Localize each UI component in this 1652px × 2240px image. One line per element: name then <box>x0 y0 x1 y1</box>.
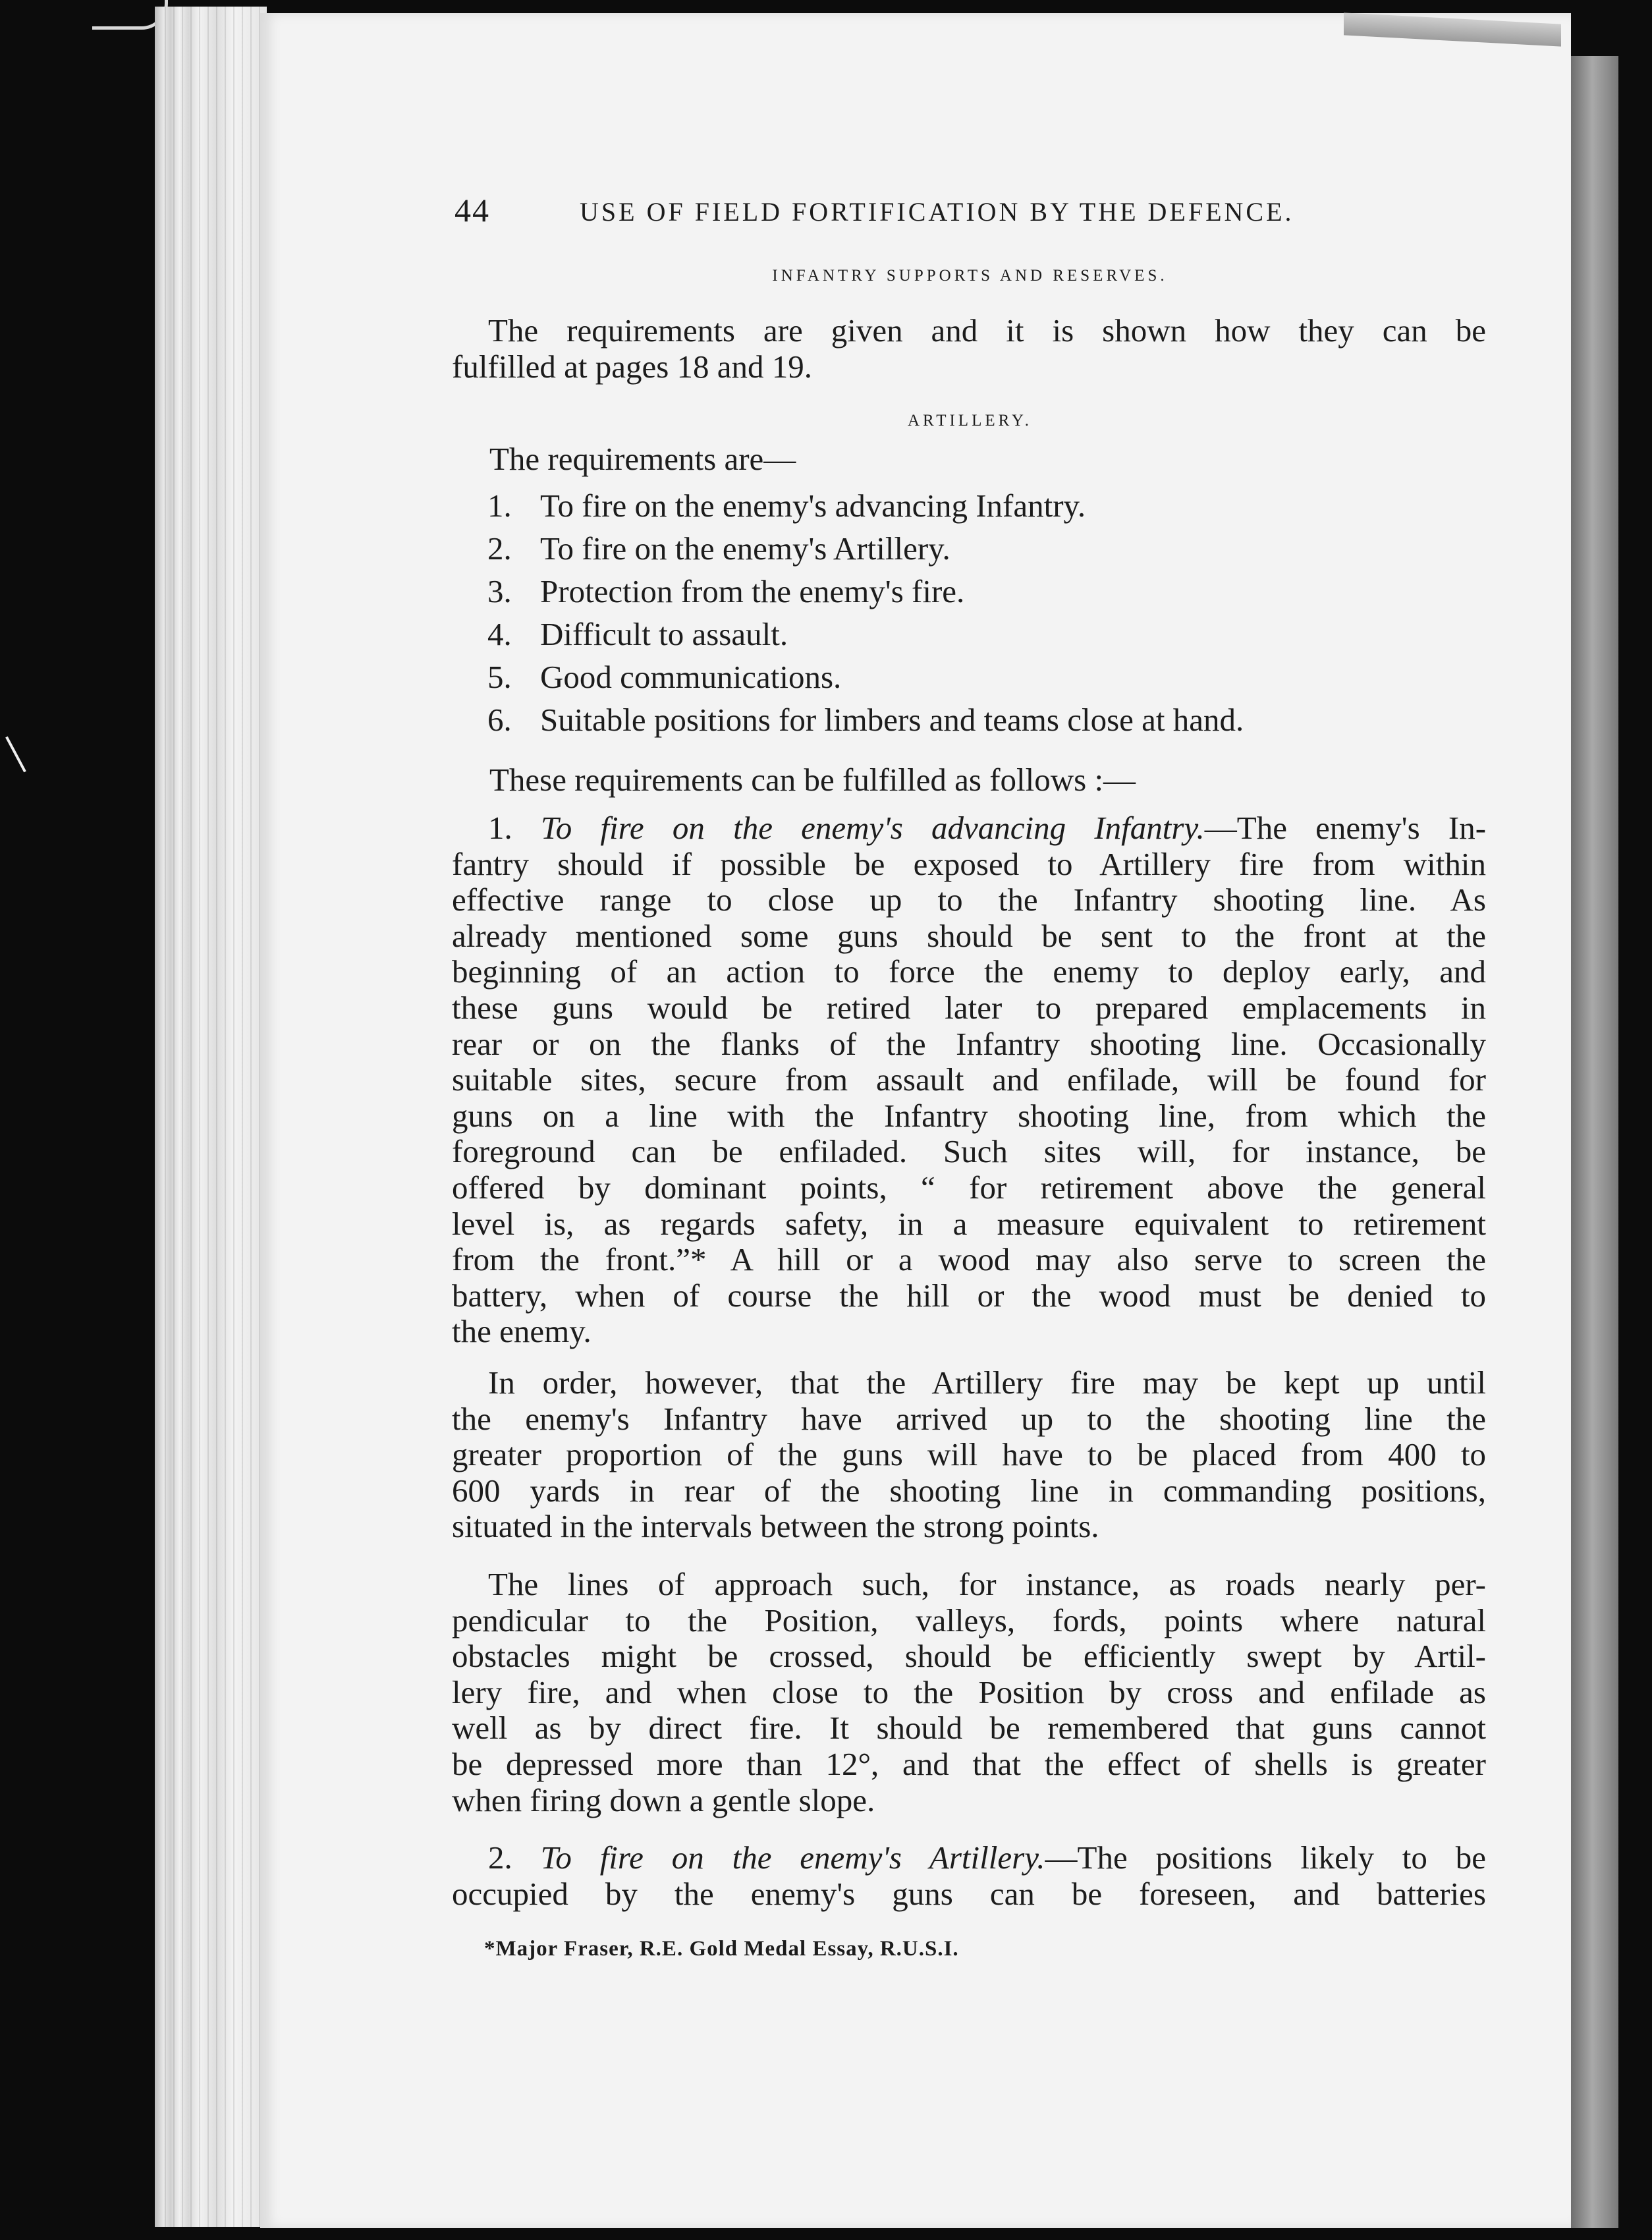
paragraph-fire-on-artillery <box>452 1840 1486 1912</box>
item-title: To fire on the enemy's advancing Infantry. <box>540 810 1205 846</box>
book-right-edge <box>1571 56 1618 2228</box>
footnote: *Major Fraser, R.E. Gold Medal Essay, R.U.S.I. <box>484 1937 959 1961</box>
list-item-number: 1. <box>487 488 512 524</box>
fulfilled-intro: These requirements can be fulfilled as follows :— <box>489 762 1136 798</box>
text-line: 600 yards in rear of the shooting line in commanding positions, <box>452 1472 1486 1509</box>
text-line: level is, as regards safety, in a measure equivalent to retirement <box>452 1205 1486 1242</box>
requirements-list <box>487 484 1475 741</box>
list-item-text: Difficult to assault. <box>540 616 788 652</box>
text-line: foreground can be enfiladed. Such sites will, for instance, be <box>452 1133 1486 1170</box>
text-line: rear or on the flanks of the Infantry shooting line. Occasionally <box>452 1025 1486 1062</box>
item-text: —The positions likely to be <box>1045 1839 1486 1876</box>
list-item <box>487 656 1475 698</box>
scan-margin-mark <box>5 737 26 773</box>
list-item-text: Protection from the enemy's fire. <box>540 573 965 609</box>
page-stack-lines <box>165 7 263 2227</box>
text-line: battery, when of course the hill or the wood must be denied to <box>452 1277 1486 1314</box>
text-line: fantry should if possible be exposed to Artillery fire from within <box>452 845 1486 882</box>
item-text: —The enemy's In- <box>1204 810 1487 846</box>
list-item-number: 3. <box>487 573 512 609</box>
list-item-text: To fire on the enemy's Artillery. <box>540 530 950 567</box>
text-line: obstacles might be crossed, should be efficiently swept by Artil- <box>452 1638 1486 1675</box>
item-number: 1. <box>488 810 512 846</box>
list-item <box>487 484 1475 527</box>
list-item-number: 5. <box>487 659 512 695</box>
page-header <box>454 191 1377 237</box>
text-line: greater proportion of the guns will have to be placed from 400 to <box>452 1436 1486 1473</box>
text-line: In order, however, that the Artillery fire may be kept up until <box>488 1364 1486 1401</box>
heading-infantry-supports: INFANTRY SUPPORTS AND RESERVES. <box>772 267 1168 285</box>
paragraph-artillery-placement <box>452 1365 1486 1545</box>
text-line: be depressed more than 12°, and that the effect of shells is greater <box>452 1745 1486 1782</box>
list-item-number: 2. <box>487 530 512 567</box>
text-line: situated in the intervals between the strong points. <box>452 1508 1099 1545</box>
heading-artillery: ARTILLERY. <box>907 412 1032 430</box>
text-line <box>452 810 1486 847</box>
text-line: the enemy's Infantry have arrived up to the shooting line the <box>452 1400 1486 1437</box>
text-line: The requirements are given and it is shown how they can be <box>488 312 1486 349</box>
text-line: well as by direct fire. It should be remembered that guns cannot <box>452 1710 1486 1747</box>
text-line: already mentioned some guns should be sent to the front at the <box>452 917 1486 954</box>
list-item <box>487 527 1475 570</box>
running-title: USE OF FIELD FORTIFICATION BY THE DEFENCE. <box>580 197 1294 227</box>
text-line: when firing down a gentle slope. <box>452 1781 875 1818</box>
list-item <box>487 613 1475 656</box>
list-item-text: To fire on the enemy's advancing Infantry. <box>540 488 1086 524</box>
text-line: fulfilled at pages 18 and 19. <box>452 348 813 385</box>
paragraph-fire-on-infantry <box>452 810 1486 1350</box>
text-line: The lines of approach such, for instance, as roads nearly per- <box>488 1566 1486 1602</box>
list-item <box>487 570 1475 613</box>
text-line: pendicular to the Position, valleys, fords, points where natural <box>452 1602 1486 1638</box>
text-line: occupied by the enemy's guns can be foreseen, and batteries <box>452 1875 1486 1912</box>
text-line: effective range to close up to the Infantry shooting line. As <box>452 882 1486 918</box>
item-title: To fire on the enemy's Artillery. <box>540 1839 1045 1876</box>
item-number: 2. <box>488 1839 512 1876</box>
list-item-text: Suitable positions for limbers and teams close at hand. <box>540 702 1244 738</box>
paragraph-lines-of-approach <box>452 1567 1486 1818</box>
list-item-text: Good communications. <box>540 659 842 695</box>
requirements-intro: The requirements are— <box>489 441 796 477</box>
page-number: 44 <box>454 192 490 229</box>
paragraph-infantry-supports <box>452 313 1486 385</box>
text-line: suitable sites, secure from assault and enfilade, will be found for <box>452 1061 1486 1098</box>
list-item-number: 4. <box>487 616 512 652</box>
text-line: beginning of an action to force the enemy to deploy early, and <box>452 953 1486 990</box>
text-line: these guns would be retired later to prepared emplacements in <box>452 989 1486 1026</box>
text-line: guns on a line with the Infantry shooting line, from which the <box>452 1097 1486 1134</box>
list-item <box>487 698 1475 741</box>
text-line: offered by dominant points, “ for retirement above the general <box>452 1169 1486 1206</box>
text-line <box>452 1840 1486 1876</box>
text-line: from the front.”* A hill or a wood may also serve to screen the <box>452 1241 1486 1278</box>
text-line: the enemy. <box>452 1313 592 1350</box>
text-line: lery fire, and when close to the Position by cross and enfilade as <box>452 1673 1486 1710</box>
list-item-number: 6. <box>487 702 512 738</box>
